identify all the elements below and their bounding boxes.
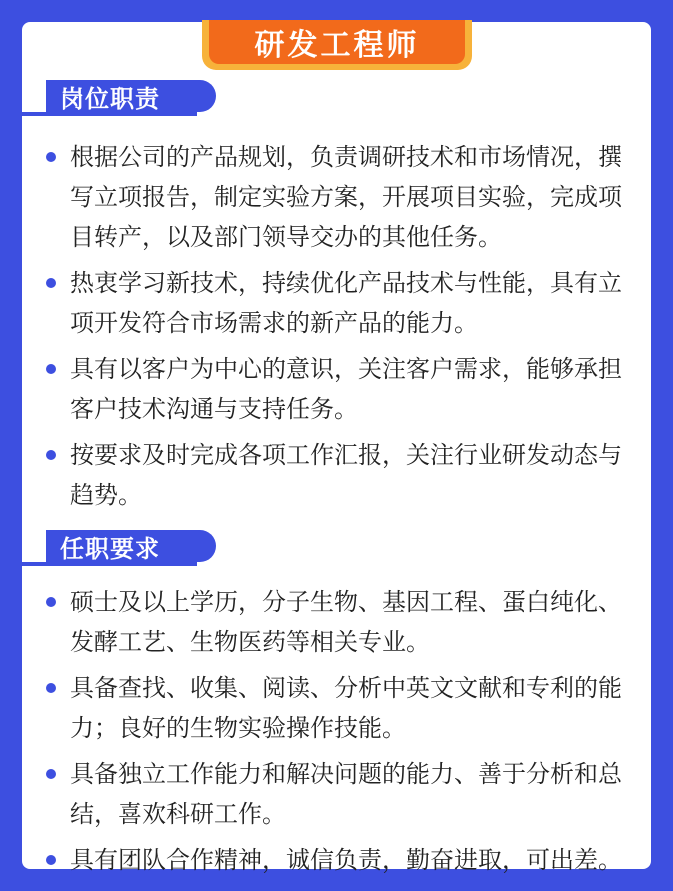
title-banner — [202, 20, 472, 70]
bullet-icon — [46, 450, 56, 460]
list-item-text: 具有团队合作精神，诚信负责，勤奋进取，可出差。 — [70, 846, 622, 874]
list-item — [44, 349, 644, 429]
page-title: 研发工程师 — [254, 28, 420, 63]
bullet-icon — [46, 152, 56, 162]
list-item — [44, 435, 644, 515]
requirements-list — [44, 582, 644, 886]
section-heading-duties — [22, 78, 197, 116]
list-item — [44, 582, 644, 662]
list-item — [44, 754, 644, 834]
section-heading-label: 任职要求 — [46, 530, 216, 562]
list-item-text: 热衷学习新技术，持续优化产品技术与性能，具有立项开发符合市场需求的新产品的能力。 — [70, 269, 622, 337]
section-heading-requirements — [22, 528, 197, 566]
duties-list — [44, 137, 644, 521]
list-item — [44, 840, 644, 880]
list-item-text: 根据公司的产品规划，负责调研技术和市场情况，撰写立项报告，制定实验方案，开展项目实验，完成项目转产，以及部门领导交办的其他任务。 — [70, 143, 622, 251]
bullet-icon — [46, 683, 56, 693]
bullet-icon — [46, 855, 56, 865]
list-item-text: 具备独立工作能力和解决问题的能力、善于分析和总结，喜欢科研工作。 — [70, 760, 622, 828]
list-item — [44, 137, 644, 257]
list-item-text: 具备查找、收集、阅读、分析中英文文献和专利的能力；良好的生物实验操作技能。 — [70, 674, 622, 742]
section-heading-label: 岗位职责 — [46, 80, 216, 112]
list-item-text: 具有以客户为中心的意识，关注客户需求，能够承担客户技术沟通与支持任务。 — [70, 355, 622, 423]
bullet-icon — [46, 364, 56, 374]
list-item — [44, 668, 644, 748]
title-banner-inner — [209, 20, 465, 64]
list-item-text: 硕士及以上学历，分子生物、基因工程、蛋白纯化、发酵工艺、生物医药等相关专业。 — [70, 588, 622, 656]
bullet-icon — [46, 769, 56, 779]
list-item-text: 按要求及时完成各项工作汇报，关注行业研发动态与趋势。 — [70, 441, 622, 509]
bullet-icon — [46, 597, 56, 607]
bullet-icon — [46, 278, 56, 288]
list-item — [44, 263, 644, 343]
